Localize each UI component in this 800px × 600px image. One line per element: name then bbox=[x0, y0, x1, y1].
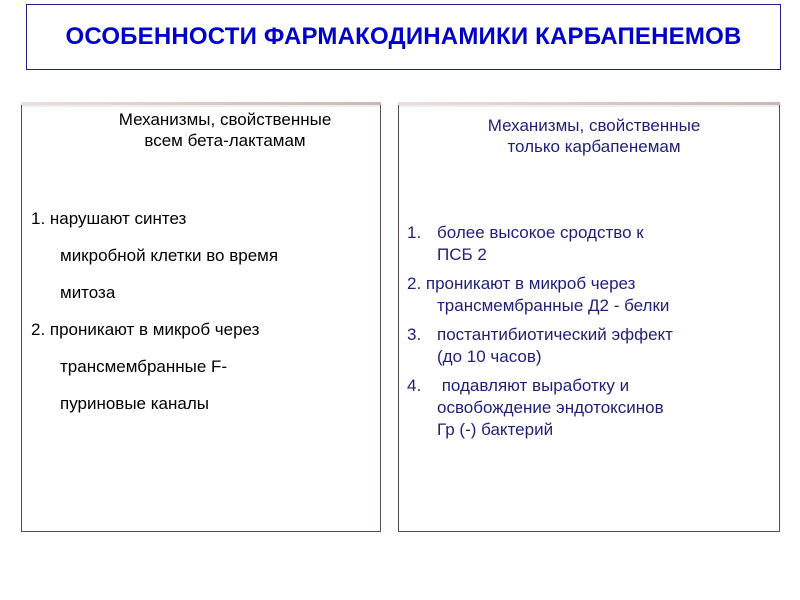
right-panel bbox=[398, 102, 780, 532]
right-item-4-num: 4. bbox=[407, 376, 422, 395]
title-box bbox=[26, 4, 781, 70]
left-list-item bbox=[31, 209, 376, 303]
right-heading-line2: только карбапенемам bbox=[507, 137, 681, 156]
right-item-1-num: 1. bbox=[407, 223, 422, 242]
right-item-4-line1: подавляют выработку и bbox=[437, 376, 630, 395]
right-item-4-line3: Гр (-) бактерий bbox=[437, 420, 554, 439]
left-heading-line2: всем бета-лактамам bbox=[144, 131, 306, 150]
right-item-4-line2: освобождение эндотоксинов bbox=[437, 398, 664, 417]
page-title: ОСОБЕННОСТИ ФАРМАКОДИНАМИКИ КАРБАПЕНЕМОВ bbox=[65, 23, 742, 50]
left-panel bbox=[21, 102, 381, 532]
right-item-3-line1: постантибиотический эффект bbox=[437, 325, 673, 344]
right-list bbox=[407, 222, 777, 448]
left-heading-line1: Механизмы, свойственные bbox=[118, 110, 332, 129]
right-item-2-line2: трансмембранные Д2 - белки bbox=[437, 296, 670, 315]
right-item-2-line1: 2. проникают в микроб через bbox=[407, 274, 636, 293]
right-item-1-line1: более высокое сродство к bbox=[437, 223, 644, 242]
right-item-3-num: 3. bbox=[407, 325, 422, 344]
right-item-3-line2: (до 10 часов) bbox=[437, 347, 542, 366]
left-item-1-first: 1. нарушают синтез bbox=[31, 209, 187, 228]
left-item-2-line2: трансмембранные F- bbox=[60, 357, 228, 376]
right-list-item bbox=[407, 222, 777, 266]
right-item-1-line2: ПСБ 2 bbox=[437, 245, 487, 264]
left-item-1-line3: митоза bbox=[60, 283, 116, 302]
left-item-1-line2: микробной клетки во время bbox=[60, 246, 279, 265]
right-list-item bbox=[407, 324, 777, 368]
left-item-2-first: 2. проникают в микроб через bbox=[31, 320, 260, 339]
left-item-2-line3: пуриновые каналы bbox=[60, 394, 209, 413]
right-heading-line1: Механизмы, свойственные bbox=[487, 116, 701, 135]
left-list-item bbox=[31, 320, 376, 414]
left-panel-heading bbox=[22, 109, 380, 151]
right-list-item bbox=[407, 273, 777, 317]
right-panel-heading bbox=[399, 115, 779, 157]
left-list bbox=[31, 209, 376, 421]
right-list-item bbox=[407, 375, 777, 441]
